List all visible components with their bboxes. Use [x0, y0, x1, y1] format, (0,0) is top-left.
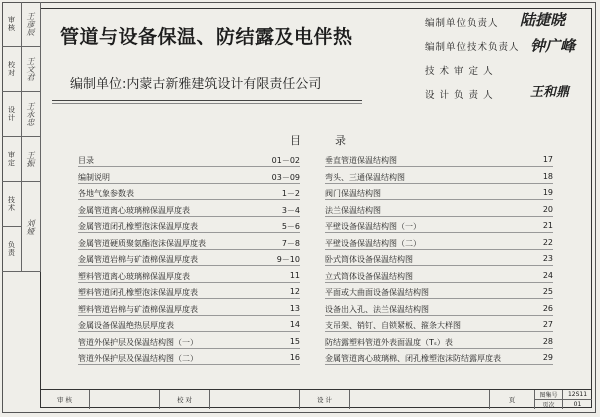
toc-entry-title: 金属管道闭孔橡塑泡沫保温厚度表 [78, 222, 198, 231]
toc-entry-rule [325, 232, 553, 233]
toc-entry[interactable] [325, 320, 553, 333]
toc-heading-left: 目 [290, 134, 301, 147]
strip-signature-1: 王彦辰 [26, 12, 35, 36]
toc-entry-rule [325, 166, 553, 167]
toc-entry-title: 支吊架、销钉、自锁紧板、箍条大样图 [325, 321, 461, 330]
toc-entry-title: 设备出入孔、法兰保温结构图 [325, 304, 429, 314]
toc-entry[interactable] [78, 304, 300, 317]
page-no-label: 页次 [535, 400, 563, 410]
toc-entry-rule [325, 183, 553, 184]
bottom-cell-audit-sig [90, 390, 160, 409]
toc-entry-rule [325, 199, 553, 200]
bottom-cell-check: 校 对 [160, 390, 210, 409]
document-title: 管道与设备保温、防结露及电伴热 [60, 26, 353, 48]
toc-entry-page: 12 [289, 287, 300, 296]
toc-entry-title: 金属设备保温绝热层厚度表 [78, 321, 174, 330]
toc-entry[interactable] [325, 221, 553, 234]
toc-entry-rule [78, 232, 300, 233]
toc-entry-title: 各地气象参数表 [78, 189, 134, 198]
toc-entry-page: 11 [289, 270, 300, 280]
toc-entry-title: 卧式筒体设备保温结构图 [325, 255, 413, 264]
signature-tech-head: 钟广峰 [530, 37, 576, 55]
toc-entry-title: 塑料管道岩棉与矿渣棉保温厚度表 [78, 304, 198, 314]
toc-entry-title: 立式筒体设备保温结构图 [325, 271, 413, 281]
toc-entry-page: 03－09 [271, 172, 300, 182]
toc-entry-page: 15 [289, 336, 300, 346]
compiling-unit [70, 73, 321, 92]
toc-entry-title: 垂直管道保温结构图 [325, 156, 397, 165]
toc-entry-page: 16 [289, 353, 300, 362]
strip-label-audit: 审核 [7, 16, 16, 32]
toc-entry-page: 14 [289, 320, 300, 329]
toc-entry-page: 20 [542, 204, 553, 214]
strip-tag-1: 审定 [7, 151, 16, 167]
role-tech-head: 编制单位技术负责人 [425, 42, 520, 53]
toc-entry-rule [78, 199, 300, 200]
binding-strip [2, 2, 40, 413]
strip-label-check: 校对 [7, 61, 16, 77]
toc-entry-page: 13 [289, 303, 300, 313]
atlas-id-box [535, 390, 592, 409]
strip-label-design: 设计 [7, 106, 16, 122]
compiling-unit-label: 编制单位: [70, 77, 127, 92]
strip-signature-2: 王文君 [26, 57, 35, 81]
toc-entry-page: 29 [542, 353, 553, 362]
toc-entry-page: 21 [542, 221, 553, 230]
toc-entry[interactable] [325, 271, 553, 284]
toc-entry[interactable] [78, 254, 300, 267]
toc-entry-page: 28 [542, 336, 553, 346]
toc-heading-right: 录 [335, 134, 346, 147]
toc-entry[interactable] [78, 337, 300, 350]
toc-entry-rule [78, 364, 300, 365]
title-divider [52, 100, 362, 101]
toc-entry-title: 平面或大曲面设备保温结构图 [325, 288, 429, 297]
toc-entry-rule [325, 331, 553, 332]
toc-entry[interactable] [325, 304, 553, 317]
toc-entry[interactable] [325, 155, 553, 168]
toc-entry-rule [78, 216, 300, 217]
toc-entry-rule [325, 265, 553, 266]
toc-entry-page: 25 [542, 287, 553, 296]
toc-entry-page: 19 [542, 188, 553, 197]
toc-entry[interactable] [78, 205, 300, 218]
toc-entry-page: 7－8 [281, 238, 300, 248]
strip-tag-3: 负责 [7, 241, 16, 257]
toc-entry-rule [78, 166, 300, 167]
toc-entry-title: 管道外保护层及保温结构图（二） [78, 354, 198, 363]
toc-entry[interactable] [78, 188, 300, 201]
strip-tag-2: 技术 [7, 196, 16, 212]
toc-entry[interactable] [78, 287, 300, 300]
role-unit-head: 编制单位负责人 [425, 18, 499, 29]
toc-entry-title: 防结露塑料管道外表面温度（Tₛ）表 [325, 337, 453, 347]
toc-entry-page: 22 [542, 237, 553, 247]
toc-entry[interactable] [325, 205, 553, 218]
bottom-cell-page: 页 [490, 390, 535, 409]
toc-entry-rule [78, 265, 300, 266]
toc-entry-title: 塑料管道闭孔橡塑泡沫保温厚度表 [78, 288, 198, 297]
toc-entry-page: 17 [542, 155, 553, 164]
toc-entry[interactable] [325, 287, 553, 300]
toc-entry[interactable] [78, 320, 300, 333]
toc-entry-rule [325, 348, 553, 349]
toc-entry-page: 1－2 [281, 189, 300, 198]
toc-entry-title: 塑料管道离心玻璃棉保温厚度表 [78, 271, 190, 281]
toc-entry[interactable] [78, 172, 300, 185]
title-divider-2 [52, 103, 362, 104]
toc-entry-page: 01－02 [271, 156, 300, 165]
toc-entry-rule [325, 216, 553, 217]
toc-entry-rule [325, 364, 553, 365]
atlas-no: 12S11 [567, 391, 588, 399]
toc-entry[interactable] [78, 221, 300, 234]
bottom-cell-audit: 审 核 [40, 390, 90, 409]
toc-entry-rule [78, 315, 300, 316]
bottom-cell-design: 设 计 [300, 390, 350, 409]
toc-entry[interactable] [325, 188, 553, 201]
toc-entry-title: 法兰保温结构图 [325, 205, 381, 215]
toc-entry-title: 金属管道离心玻璃棉保温厚度表 [78, 205, 190, 215]
toc-entry-page: 9－10 [276, 255, 300, 264]
signature-design-lead: 王和鼎 [530, 85, 570, 100]
toc-entry[interactable] [325, 254, 553, 267]
toc-entry-page: 18 [542, 171, 553, 181]
toc-entry-rule [78, 249, 300, 250]
toc-entry-title: 弯头、三通保温结构图 [325, 172, 405, 182]
toc-entry-title: 管道外保护层及保温结构图（一） [78, 337, 198, 347]
toc-entry[interactable] [325, 238, 553, 251]
toc-entry-title: 平壁设备保温结构图（二） [325, 238, 421, 248]
bottom-title-table [40, 389, 592, 408]
toc-entry[interactable] [325, 353, 553, 366]
strip-signature-5: 刘娅 [26, 218, 35, 235]
role-design-lead: 设 计 负 责 人 [425, 90, 494, 101]
strip-signature-3: 王永忠 [26, 102, 35, 126]
toc-entry-title: 金属管道硬质聚氨酯泡沫保温厚度表 [78, 238, 206, 248]
toc-entry-rule [78, 298, 300, 299]
page-no: 01 [573, 400, 582, 408]
toc-entry-page: 5－6 [281, 222, 300, 231]
strip-signature-4: 王振 [26, 151, 35, 167]
toc-entry-rule [78, 348, 300, 349]
toc-entry-rule [325, 249, 553, 250]
toc-entry-title: 编制说明 [78, 172, 110, 182]
bottom-cell-check-sig [210, 390, 300, 409]
atlas-no-label: 图集号 [535, 390, 563, 400]
signature-unit-head: 陆捷晓 [520, 11, 566, 29]
toc-entry-page: 27 [542, 320, 553, 329]
toc-entry[interactable] [78, 271, 300, 284]
toc-entry-rule [325, 315, 553, 316]
toc-entry[interactable] [325, 172, 553, 185]
toc-entry-rule [78, 183, 300, 184]
toc-entry-title: 金属管道岩棉与矿渣棉保温厚度表 [78, 255, 198, 264]
compiling-unit-name: 内蒙古新雅建筑设计有限责任公司 [126, 77, 322, 92]
toc-entry-title: 平壁设备保温结构图（一） [325, 222, 421, 231]
toc-entry-rule [78, 331, 300, 332]
toc-entry[interactable] [78, 353, 300, 366]
toc-entry-page: 3－4 [281, 205, 300, 215]
toc-entry[interactable] [78, 155, 300, 168]
toc-entry-page: 23 [542, 254, 553, 263]
toc-entry-title: 目录 [78, 156, 94, 165]
toc-entry-rule [325, 282, 553, 283]
bottom-cell-design-sig [350, 390, 490, 409]
toc-entry[interactable] [325, 337, 553, 350]
toc-entry-page: 26 [542, 303, 553, 313]
toc-entry-title: 金属管道离心玻璃棉、闭孔橡塑泡沫防结露厚度表 [325, 354, 501, 363]
role-reviewer: 技 术 审 定 人 [425, 66, 494, 77]
toc-entry-page: 24 [542, 270, 553, 280]
toc-entry-rule [325, 298, 553, 299]
toc-entry-title: 阀门保温结构图 [325, 189, 381, 198]
toc-entry-rule [78, 282, 300, 283]
toc-entry[interactable] [78, 238, 300, 251]
